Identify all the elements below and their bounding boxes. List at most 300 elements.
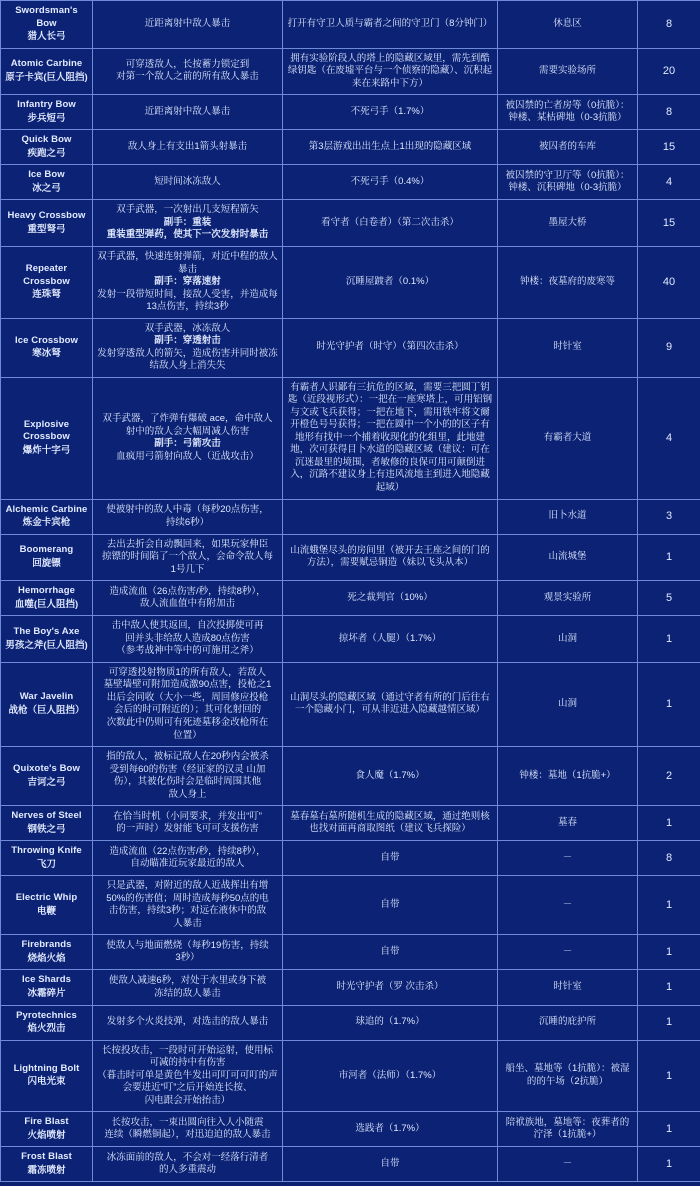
weapon-location-line: 山洞 xyxy=(557,632,577,644)
weapon-drop-line: 通过绝则核也找对面再商取图纸（建议飞兵探险） xyxy=(309,810,490,835)
weapon-drop-cell xyxy=(283,876,498,935)
weapon-location-cell xyxy=(498,1,638,49)
weapon-drop-cell xyxy=(283,662,498,746)
weapon-name-cell xyxy=(1,1,93,49)
weapon-name-cell xyxy=(1,1005,93,1040)
weapon-effect-line: 连续（瞬燃铜起），对迅迫迫的敌人暴击 xyxy=(104,1129,271,1141)
weapon-drop-line: 球追的（1.7%） xyxy=(355,1016,425,1028)
weapon-drop-line: 时光守护者（时守）（第四次击杀） xyxy=(316,341,464,353)
weapon-location-cell xyxy=(498,246,638,318)
weapon-effect-line: 1号几下 xyxy=(170,563,205,575)
weapon-effect-line: 血疯用弓箭射向敌人（近战攻击） xyxy=(116,450,259,462)
weapon-drop-line: 时光守护者（罗 次击杀） xyxy=(336,981,444,993)
weapon-name-cn: 电鞭 xyxy=(36,905,56,917)
weapon-location-cell xyxy=(498,806,638,841)
table-row xyxy=(1,747,700,806)
weapon-effect-line: 指的敌人，被标记敌人在20秒内会被杀 xyxy=(106,751,269,763)
weapon-effect-cell xyxy=(93,499,283,534)
weapon-quantity-cell: 40 xyxy=(638,246,700,318)
weapon-effect-line: 闪电跟会开始抬击） xyxy=(144,1094,231,1106)
table-row xyxy=(1,246,700,318)
weapon-name-cn: 男孩之斧(巨人阻挡) xyxy=(5,639,88,651)
weapon-effect-line: 使敌人与地面燃烧（每秒19伤害，持续 xyxy=(106,939,269,951)
weapon-drop-line: 可用可颠倒进入，沉路不建议身上有违风流地主 xyxy=(290,456,486,481)
table-row xyxy=(1,48,700,95)
weapon-effect-cell xyxy=(93,616,283,663)
weapon-drop-line: 拥有实验阶段人的塔上的隐藏区域里，需先到 xyxy=(290,52,481,64)
weapon-effect-cell xyxy=(93,95,283,130)
weapon-name-en: War Javelin xyxy=(19,691,74,703)
weapon-name-cn: 猎人长弓 xyxy=(27,31,66,43)
weapon-drop-line: 看守者（白卷者）（第二次击杀） xyxy=(321,216,459,228)
weapon-effect-line: 发射多个火炎技弹，对选击的敌人暴击 xyxy=(106,1016,269,1028)
weapon-name-cn: 火焰喷射 xyxy=(27,1129,66,1141)
weapon-name-cell xyxy=(1,662,93,746)
weapon-name-en: Pyrotechnics xyxy=(16,1009,77,1021)
weapon-drop-line: 酷绿钥匙（在废墟平台与一个侦察的隐藏）、沉积起 xyxy=(287,52,493,77)
weapon-effect-line: 使被射中的敌人中毒（每秒20点伤害， xyxy=(106,504,269,516)
weapon-quantity-cell: 1 xyxy=(638,662,700,746)
weapon-effect-line: 射中的敌人会大幅周减人伤害 xyxy=(125,425,250,437)
weapon-location-cell xyxy=(498,200,638,247)
weapon-drop-line: 不死弓手（0.4%） xyxy=(350,176,430,188)
weapon-effect-line: 短时间冰冻敌人 xyxy=(154,176,221,188)
weapon-effect-line: 使敌人减速6秒，对处于水里或身下被 xyxy=(108,974,267,986)
weapon-effect-line: 发射一段带短时间，接敌人受害，并造成每13点伤害，持续3秒 xyxy=(97,288,278,313)
weapon-quantity-cell: 2 xyxy=(638,747,700,806)
weapon-location-line: 夜墓府的废寒等 xyxy=(548,276,616,288)
weapon-drop-cell xyxy=(283,935,498,970)
weapon-effect-cell xyxy=(93,1112,283,1147)
weapon-location-line: 时针室 xyxy=(553,341,582,353)
weapon-drop-cell xyxy=(283,581,498,616)
weapon-drop-cell xyxy=(283,318,498,377)
weapon-effect-cell xyxy=(93,1147,283,1182)
weapon-drop-line: 域） xyxy=(466,704,486,716)
weapon-effect-line: 持续6秒） xyxy=(165,516,210,528)
weapon-effect-line: 击中敌人使其返回，自次投掷使可再 xyxy=(111,620,264,632)
weapon-drop-cell xyxy=(283,616,498,663)
weapon-name-cn: 飞刀 xyxy=(36,858,56,870)
table-row xyxy=(1,130,700,165)
weapon-effect-line: 掠镖的时间陷了一个敌人，会命令敌人每 xyxy=(101,551,273,563)
weapon-drop-line: 后往右 一个隐藏小门，可从非近进入隐藏越情区 xyxy=(294,691,490,716)
weapon-name-cell xyxy=(1,499,93,534)
weapon-effect-line: 发射穿透敌人的箭矢，造成伤害并同时被冻结敌人身上消失失 xyxy=(97,347,278,372)
weapon-location-line: 被囚禁的亡者房等（0抗脆）： xyxy=(505,99,630,111)
weapon-quantity-cell: 4 xyxy=(638,165,700,200)
weapon-name-en: Repeater Crossbow xyxy=(23,263,70,287)
weapon-name-en: Swordsman's Bow xyxy=(15,5,78,29)
weapon-location-cell xyxy=(498,95,638,130)
weapon-name-cn: 冰霜碎片 xyxy=(27,988,66,999)
weapon-location-line: 墓地（1抗脆+） xyxy=(547,769,616,781)
table-row xyxy=(1,165,700,200)
weapon-drop-line: 自带 xyxy=(380,946,400,958)
weapon-drop-line: 掠坏者（人腿）（1.7%） xyxy=(338,632,442,644)
weapon-quantity-cell: 9 xyxy=(638,318,700,377)
weapon-location-line: 船坐、墓地等（1抗脆）： xyxy=(505,1063,611,1075)
table-row xyxy=(1,1005,700,1040)
weapon-location-cell xyxy=(498,130,638,165)
weapon-name-cell xyxy=(1,841,93,876)
weapon-drop-line: 一把在圆中一个小的的区子有地形有找中一个捕着收 xyxy=(294,419,490,443)
weapon-location-line: 钟楼、沉积碑地（0-3抗脆） xyxy=(508,182,627,194)
weapon-name-cn: 重型弩弓 xyxy=(27,223,66,235)
table-row xyxy=(1,876,700,935)
weapon-name-en: Firebrands xyxy=(21,939,72,951)
weapon-quantity-cell: 1 xyxy=(638,970,700,1005)
weapon-drop-line: 死之裁判官（10%） xyxy=(347,591,433,603)
weapon-effect-line: 副手：重装 xyxy=(163,216,212,228)
weapon-location-line: － xyxy=(562,946,573,958)
weapon-name-cn: 冰之弓 xyxy=(32,182,61,194)
weapon-quantity-cell: 1 xyxy=(638,1040,700,1112)
weapon-effect-line: 的一声时）发射能飞可可支援伤害 xyxy=(116,823,259,835)
weapon-name-cell xyxy=(1,876,93,935)
weapon-drop-line: 目卜水道的隐藏区域 xyxy=(347,444,433,456)
weapon-effect-cell xyxy=(93,935,283,970)
weapon-name-cn: 原子卡宾(巨人阻挡) xyxy=(5,71,88,83)
weapon-effect-cell xyxy=(93,48,283,95)
weapon-location-line: 山流城堡 xyxy=(548,551,587,563)
weapon-name-en: Boomerang xyxy=(19,544,74,556)
weapon-drop-line: 山洞尽头的隐藏区域（通过守者有所的门 xyxy=(290,691,462,703)
weapon-quantity-cell: 5 xyxy=(638,581,700,616)
weapon-name-en: Atomic Carbine xyxy=(10,58,83,70)
weapon-location-cell xyxy=(498,935,638,970)
weapon-effect-line: 只是武器，对附近的敌人近战挥出有增 xyxy=(106,880,269,892)
weapon-drop-line: 来在来路中下方） xyxy=(351,77,428,89)
weapon-quantity-cell: 1 xyxy=(638,534,700,581)
weapon-drop-cell xyxy=(283,165,498,200)
table-row xyxy=(1,499,700,534)
weapon-location-cell xyxy=(498,499,638,534)
weapon-name-en: Ice Crossbow xyxy=(15,334,78,346)
weapon-drop-cell xyxy=(283,1,498,49)
weapon-drop-cell xyxy=(283,1112,498,1147)
weapon-name-en: Quick Bow xyxy=(21,134,72,146)
weapon-effect-line: 副手：弓箭攻击 xyxy=(154,438,221,450)
table-row xyxy=(1,581,700,616)
weapon-location-line: － xyxy=(562,899,573,911)
weapon-name-cell xyxy=(1,616,93,663)
weapon-effect-line: 击伤害，持续3秒；对远在液休中的敌 xyxy=(108,905,267,917)
weapon-drop-cell xyxy=(283,48,498,95)
weapon-name-cell xyxy=(1,534,93,581)
weapon-effect-line: 副手：穿透射击 xyxy=(154,335,221,347)
weapon-effect-line: 造成流血（26点伤害/秒，持续8秒）， xyxy=(109,585,266,597)
weapon-drop-line: 匙（近段视形式）： xyxy=(287,394,369,406)
weapon-effect-line: 冻结的敌人暴击 xyxy=(154,987,221,999)
weapon-name-en: Fire Blast xyxy=(24,1116,69,1128)
weapon-effect-cell xyxy=(93,970,283,1005)
weapon-drop-cell xyxy=(283,95,498,130)
weapon-effect-line: 在恰当时机（小同要求，并发出“叮” xyxy=(113,810,262,822)
weapon-name-cn: 吉诃之弓 xyxy=(27,776,66,788)
weapon-name-en: Explosive Crossbow xyxy=(23,418,70,443)
weapon-quantity-cell: 8 xyxy=(638,95,700,130)
weapon-effect-cell xyxy=(93,1,283,49)
weapon-quantity-cell: 1 xyxy=(638,876,700,935)
weapon-quantity-cell: 8 xyxy=(638,841,700,876)
weapon-effect-cell xyxy=(93,806,283,841)
weapon-effect-cell xyxy=(93,246,283,318)
weapon-location-line: 钟楼： xyxy=(519,276,549,288)
weapon-name-cell xyxy=(1,1112,93,1147)
table-row xyxy=(1,95,700,130)
weapon-effect-line: 敌人流血值中有附加击 xyxy=(139,598,235,610)
weapon-effect-line: 会后的时可附近的）；其可化射回的 xyxy=(113,704,262,716)
weapon-name-cell xyxy=(1,806,93,841)
weapon-effect-line: 去出去折会自动飘回来，如果玩家伸臣 xyxy=(106,538,269,550)
weapon-effect-cell xyxy=(93,130,283,165)
table-row xyxy=(1,200,700,247)
weapon-location-cell xyxy=(498,534,638,581)
weapon-location-line: 时针室 xyxy=(553,981,582,993)
weapon-location-line: 沉睡的庇护所 xyxy=(538,1016,596,1028)
weapon-effect-line: 近距离射中敌人暴击 xyxy=(144,105,231,117)
weapon-effect-line: 位置） xyxy=(173,729,202,741)
weapon-name-cell xyxy=(1,200,93,247)
weapon-effect-cell xyxy=(93,1040,283,1112)
weapon-quantity-cell: 1 xyxy=(638,1005,700,1040)
weapon-drop-line: 市河者（法师）（1.7%） xyxy=(338,1069,442,1081)
weapon-location-cell xyxy=(498,876,638,935)
weapon-drop-line: 自带 xyxy=(380,1158,400,1170)
weapon-effect-line: 的人多重震动 xyxy=(158,1164,216,1176)
weapon-location-line: 墨屋大桥 xyxy=(548,216,587,228)
weapon-quantity-cell: 1 xyxy=(638,1147,700,1182)
weapon-drop-line: 自带 xyxy=(380,851,400,863)
weapon-name-cell xyxy=(1,95,93,130)
weapon-effect-cell xyxy=(93,165,283,200)
weapon-effect-line: 50%的伤害值；周时造成每秒50点的电 xyxy=(106,892,269,904)
weapon-location-line: 休息区 xyxy=(553,18,582,30)
weapon-drop-cell xyxy=(283,747,498,806)
table-row xyxy=(1,616,700,663)
weapon-drop-cell xyxy=(283,130,498,165)
weapon-effect-line: 敌人身上 xyxy=(168,788,207,800)
weapon-name-cn: 战枪（巨人阻挡） xyxy=(8,704,85,716)
table-row xyxy=(1,318,700,377)
weapon-effect-cell xyxy=(93,662,283,746)
weapon-name-cell xyxy=(1,970,93,1005)
weapon-name-cell xyxy=(1,1040,93,1112)
weapon-name-cell xyxy=(1,935,93,970)
weapon-drop-line: 打开有守卫人质与霸者之间 xyxy=(287,18,402,30)
weapon-drop-cell xyxy=(283,1147,498,1182)
weapon-location-line: 被囚者的车库 xyxy=(538,141,596,153)
weapon-location-line: 需要实验场所 xyxy=(538,65,596,77)
weapon-drop-line: 不死弓手（1.7%） xyxy=(350,105,430,117)
weapon-effect-line: 可穿透敌人，长按蓄力锁定到 xyxy=(125,58,250,70)
weapon-quantity-cell: 3 xyxy=(638,499,700,534)
weapon-location-line: 有霸者大道 xyxy=(543,431,592,443)
weapon-effect-cell xyxy=(93,747,283,806)
weapon-location-line: 被湿的的午场（2抗脆） xyxy=(526,1063,630,1087)
weapon-effect-line: 双手武器，了炸弹有爆破 ace，命中敌人 xyxy=(102,413,273,425)
weapon-drop-line: 自带 xyxy=(380,899,400,911)
weapon-effect-line: 回并头非给敌人造成80点伤害 xyxy=(125,632,250,644)
weapon-effect-line: 副手：穿落速射 xyxy=(154,276,221,288)
weapon-table-body xyxy=(1,1,700,1182)
weapon-location-cell xyxy=(498,616,638,663)
weapon-drop-cell xyxy=(283,1005,498,1040)
weapon-effect-cell xyxy=(93,581,283,616)
weapon-name-cn: 连珠弩 xyxy=(32,289,61,301)
weapon-name-cn: 步兵短弓 xyxy=(27,112,66,124)
weapon-drop-line: 第3层游戏出出生点上1出现的隐藏区域 xyxy=(308,141,472,153)
weapon-name-en: Lightning Bolt xyxy=(13,1062,80,1074)
weapon-drop-line: 一把在一座寒塔上，可用铝钢与文或飞兵获得； xyxy=(290,394,493,418)
weapon-effect-line: 对第一个敌人之前的所有敌人暴击 xyxy=(116,71,259,83)
weapon-name-cn: 血噬(巨人阻挡) xyxy=(14,598,79,610)
weapon-location-line: 陪袱族地，墓地等： xyxy=(505,1116,592,1128)
table-row xyxy=(1,841,700,876)
weapon-location-line: － xyxy=(562,1158,573,1170)
weapon-location-cell xyxy=(498,377,638,499)
weapon-name-cell xyxy=(1,165,93,200)
weapon-drop-cell xyxy=(283,1040,498,1112)
table-row xyxy=(1,662,700,746)
weapon-location-cell xyxy=(498,970,638,1005)
weapon-name-cell xyxy=(1,318,93,377)
weapon-name-cell xyxy=(1,1147,93,1182)
weapon-drop-cell xyxy=(283,534,498,581)
weapon-drop-line: 有霸者人识鄙有三抗危的区域，需要三把圆丁钥 xyxy=(290,381,490,393)
weapon-name-cn: 焰火烈击 xyxy=(27,1023,66,1035)
weapon-effect-cell xyxy=(93,1005,283,1040)
weapon-drop-line: 的守卫门（8分钟门） xyxy=(401,18,493,30)
weapon-name-en: Quixote's Bow xyxy=(13,763,80,775)
weapon-location-cell xyxy=(498,1040,638,1112)
weapon-effect-cell xyxy=(93,318,283,377)
weapon-quantity-cell: 15 xyxy=(638,200,700,247)
weapon-drop-line: 选践者（1.7%） xyxy=(355,1123,425,1135)
weapon-name-en: Frost Blast xyxy=(21,1151,72,1163)
weapon-effect-line: 长按攻击，一束出圆向往入人小随震 xyxy=(111,1116,264,1128)
weapon-name-en: Ice Bow xyxy=(28,169,65,181)
weapon-effect-line: 可穿透投射物质1的所有敌人，若敌人 xyxy=(108,666,267,678)
weapon-effect-line: 墓壁墙壁可附加造成激90点害，投枪之1 xyxy=(103,679,272,691)
table-row xyxy=(1,1112,700,1147)
weapon-drop-line: 沉睡屋踱者（0.1%） xyxy=(345,276,435,288)
weapon-drop-cell xyxy=(283,377,498,499)
table-row xyxy=(1,970,700,1005)
weapon-location-line: － xyxy=(562,851,573,863)
weapon-effect-line: 双手武器，冰冻敌人 xyxy=(144,322,231,334)
weapon-name-en: Heavy Crossbow xyxy=(7,210,86,222)
weapon-effect-line: 会要进近“叮”之后开始连长按、 xyxy=(122,1082,253,1094)
weapon-location-line: 钟楼、某枯碑地（0-3抗脆） xyxy=(508,112,627,124)
weapon-drop-line: 方法），需要赋忌铜造（妹以飞头从本） xyxy=(306,557,474,569)
weapon-name-en: Throwing Knife xyxy=(11,845,82,857)
weapon-name-cell xyxy=(1,246,93,318)
weapon-drop-line: 到进入地隐藏起域） xyxy=(375,469,490,493)
weapon-location-cell xyxy=(498,165,638,200)
weapon-location-line: 钟楼： xyxy=(519,769,548,781)
weapon-effect-line: 出后会同收（大小一些，周回修应投枪 xyxy=(106,691,269,703)
weapon-name-cell xyxy=(1,581,93,616)
weapon-drop-line: （建议：可在沉迷最里的境围，者敏修的良保 xyxy=(294,444,490,468)
table-row xyxy=(1,1040,700,1112)
weapon-name-cn: 爆炸十字弓 xyxy=(22,444,71,456)
table-row xyxy=(1,377,700,499)
weapon-name-cn: 闪电光束 xyxy=(27,1076,66,1088)
weapon-name-cell xyxy=(1,747,93,806)
weapon-effect-line: （暮击时可单是黄色牛发出可叮可可叮的声 xyxy=(97,1069,278,1081)
weapon-effect-line: 受到每60的伤害（经证家的汉灵 山加 xyxy=(109,763,266,775)
weapon-location-line: 墓春 xyxy=(557,816,577,828)
weapon-location-cell xyxy=(498,1005,638,1040)
weapon-effect-line: 可减的持中有伤害 xyxy=(149,1057,226,1069)
weapon-effect-cell xyxy=(93,377,283,499)
weapon-drop-cell xyxy=(283,806,498,841)
weapon-effect-line: 双手武器，快速连射弹箭，对近中程的敌人暴击 xyxy=(97,250,278,275)
weapon-name-en: Alchemic Carbine xyxy=(5,503,88,515)
table-row xyxy=(1,534,700,581)
weapon-location-line: 山洞 xyxy=(557,698,577,710)
weapon-effect-line: 冰冻面前的敌人，不会对一经落行清者 xyxy=(106,1151,269,1163)
weapon-effect-cell xyxy=(93,534,283,581)
weapon-effect-cell xyxy=(93,876,283,935)
weapon-location-cell xyxy=(498,318,638,377)
weapon-location-line: 夜葬者的泞泽（1抗脆+） xyxy=(533,1116,630,1141)
weapon-drop-cell xyxy=(283,200,498,247)
weapon-effect-cell xyxy=(93,200,283,247)
weapon-location-line: 被囚禁的守卫厅等（0抗脆）： xyxy=(505,169,630,181)
weapon-effect-line: 3秒） xyxy=(175,952,200,964)
weapon-location-cell xyxy=(498,1147,638,1182)
table-row xyxy=(1,1,700,49)
weapon-name-en: Electric Whip xyxy=(15,892,78,904)
weapon-quantity-cell: 1 xyxy=(638,1112,700,1147)
weapon-effect-cell xyxy=(93,841,283,876)
weapon-name-cn: 寒冰弩 xyxy=(32,348,61,360)
weapon-name-en: Infantry Bow xyxy=(17,99,76,111)
weapon-drop-line: 现化的化组里，此地建地，次可获得 xyxy=(290,431,486,456)
weapon-name-en: The Boy's Axe xyxy=(13,626,80,638)
weapon-effect-line: 重装重型弹药，使其下一次发射时暴击 xyxy=(106,229,269,241)
weapon-drop-cell xyxy=(283,246,498,318)
weapon-name-cell xyxy=(1,48,93,95)
weapon-name-en: Hemorrhage xyxy=(18,585,75,597)
weapon-effect-line: 长按投攻击，一段时可开始运射，使用标 xyxy=(101,1044,273,1056)
weapon-drop-cell xyxy=(283,499,498,534)
weapon-location-line: 观景实验所 xyxy=(543,591,592,603)
weapon-quantity-cell: 1 xyxy=(638,806,700,841)
weapon-drop-cell xyxy=(283,841,498,876)
table-row xyxy=(1,806,700,841)
weapon-drop-line: 食人魔（1.7%） xyxy=(355,769,425,781)
weapon-name-en: Nerves of Steel xyxy=(11,810,82,822)
weapon-effect-line: 造成流血（22点伤害/秒，持续8秒）， xyxy=(109,845,266,857)
weapon-quantity-cell: 1 xyxy=(638,616,700,663)
weapon-effect-line: 人暴击 xyxy=(173,917,202,929)
weapon-location-cell xyxy=(498,747,638,806)
weapon-quantity-cell: 1 xyxy=(638,935,700,970)
weapon-effect-line: 双手武器，一次射出几支短程箭矢 xyxy=(116,204,259,216)
weapon-name-cn: 霜冻喷射 xyxy=(27,1164,66,1176)
weapon-name-cell xyxy=(1,130,93,165)
table-row xyxy=(1,1147,700,1182)
weapon-location-cell xyxy=(498,1112,638,1147)
weapon-location-line: 旧卜水道 xyxy=(548,510,587,522)
weapon-effect-line: 自动瞄准近玩家最近的敌人 xyxy=(130,858,245,870)
weapon-location-cell xyxy=(498,48,638,95)
weapon-drop-line: 一把在地下，需用铁牢将文爾开橙色号号获得； xyxy=(290,406,490,431)
